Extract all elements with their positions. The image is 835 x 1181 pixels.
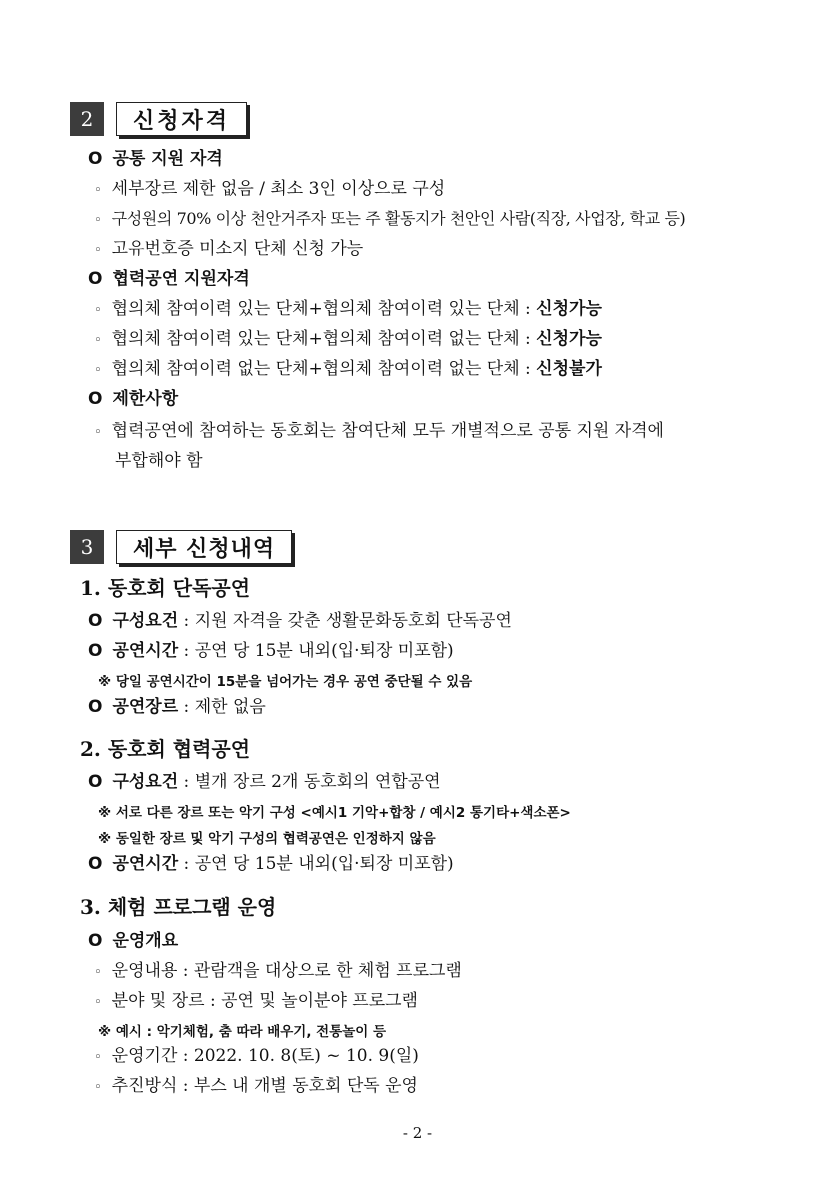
note: ※ 당일 공연시간이 15분을 넘어가는 경우 공연 중단될 수 있음 bbox=[98, 674, 473, 690]
list-item: ◦ 고유번호증 미소지 단체 신청 가능 bbox=[94, 239, 364, 259]
section-title: 세부 신청내역 bbox=[116, 530, 292, 564]
circle-bullet-icon: O bbox=[88, 772, 103, 792]
list-item-continuation: 부합해야 함 bbox=[115, 451, 203, 471]
dot-bullet-icon: ◦ bbox=[94, 1050, 102, 1065]
list-item: ◦ 운영내용 : 관람객을 대상으로 한 체험 프로그램 bbox=[94, 961, 462, 981]
section-3-header bbox=[70, 530, 292, 564]
section-2-header bbox=[70, 102, 247, 136]
circle-bullet-icon: O bbox=[88, 931, 103, 951]
list-item: ◦ 협의체 참여이력 있는 단체+협의체 참여이력 없는 단체 : 신청가능 bbox=[94, 329, 602, 349]
dot-bullet-icon: ◦ bbox=[94, 183, 102, 198]
subsection-heading: 3. 체험 프로그램 운영 bbox=[80, 895, 277, 919]
dot-bullet-icon: ◦ bbox=[94, 363, 102, 378]
circle-bullet-icon: O bbox=[88, 389, 103, 409]
dot-bullet-icon: ◦ bbox=[94, 213, 102, 228]
circle-bullet-icon: O bbox=[88, 854, 103, 874]
circle-bullet-icon: O bbox=[88, 269, 103, 289]
list-item: ◦ 추진방식 : 부스 내 개별 동호회 단독 운영 bbox=[94, 1076, 418, 1096]
performance-time: O 공연시간 : 공연 당 15분 내외(입·퇴장 미포함) bbox=[88, 641, 454, 661]
dot-bullet-icon: ◦ bbox=[94, 1080, 102, 1095]
circle-bullet-icon: O bbox=[88, 149, 103, 169]
section-number: 2 bbox=[70, 102, 104, 136]
list-item: ◦ 구성원의 70% 이상 천안거주자 또는 주 활동지가 천안인 사람(직장, 사업장, 학교 등) bbox=[94, 209, 686, 228]
list-item: ◦ 세부장르 제한 없음 / 최소 3인 이상으로 구성 bbox=[94, 179, 446, 199]
dot-bullet-icon: ◦ bbox=[94, 965, 102, 980]
circle-bullet-icon: O bbox=[88, 697, 103, 717]
section-title: 신청자격 bbox=[116, 102, 247, 136]
dot-bullet-icon: ◦ bbox=[94, 995, 102, 1010]
note: ※ 예시 : 악기체험, 춤 따라 배우기, 전통놀이 등 bbox=[98, 1024, 387, 1040]
common-eligibility-heading: O 공통 지원 자격 bbox=[88, 149, 223, 169]
note: ※ 동일한 장르 및 악기 구성의 협력공연은 인정하지 않음 bbox=[98, 831, 436, 847]
note: ※ 서로 다른 장르 또는 악기 구성 <예시1 기악+합창 / 예시2 통기타+색소폰> bbox=[98, 805, 571, 821]
operation-overview-heading: O 운영개요 bbox=[88, 931, 179, 951]
section-number: 3 bbox=[70, 530, 104, 564]
dot-bullet-icon: ◦ bbox=[94, 303, 102, 318]
list-item: ◦ 운영기간 : 2022. 10. 8(토) ~ 10. 9(일) bbox=[94, 1046, 419, 1066]
list-item: ◦ 분야 및 장르 : 공연 및 놀이분야 프로그램 bbox=[94, 991, 418, 1011]
restriction-heading: O 제한사항 bbox=[88, 389, 179, 409]
performance-genre: O 공연장르 : 제한 없음 bbox=[88, 697, 266, 717]
list-item: ◦ 협의체 참여이력 있는 단체+협의체 참여이력 있는 단체 : 신청가능 bbox=[94, 299, 602, 319]
dot-bullet-icon: ◦ bbox=[94, 333, 102, 348]
subsection-heading: 1. 동호회 단독공연 bbox=[80, 576, 251, 600]
list-item: ◦ 협력공연에 참여하는 동호회는 참여단체 모두 개별적으로 공통 지원 자격에 bbox=[94, 421, 664, 441]
dot-bullet-icon: ◦ bbox=[94, 425, 102, 440]
collab-eligibility-heading: O 협력공연 지원자격 bbox=[88, 269, 250, 289]
performance-time: O 공연시간 : 공연 당 15분 내외(입·퇴장 미포함) bbox=[88, 854, 454, 874]
circle-bullet-icon: O bbox=[88, 611, 103, 631]
list-item: ◦ 협의체 참여이력 없는 단체+협의체 참여이력 없는 단체 : 신청불가 bbox=[94, 359, 602, 379]
composition-requirement: O 구성요건 : 지원 자격을 갖춘 생활문화동호회 단독공연 bbox=[88, 611, 512, 631]
circle-bullet-icon: O bbox=[88, 641, 103, 661]
page-number: - 2 - bbox=[402, 1124, 433, 1142]
dot-bullet-icon: ◦ bbox=[94, 243, 102, 258]
composition-requirement: O 구성요건 : 별개 장르 2개 동호회의 연합공연 bbox=[88, 772, 441, 792]
subsection-heading: 2. 동호회 협력공연 bbox=[80, 737, 251, 761]
